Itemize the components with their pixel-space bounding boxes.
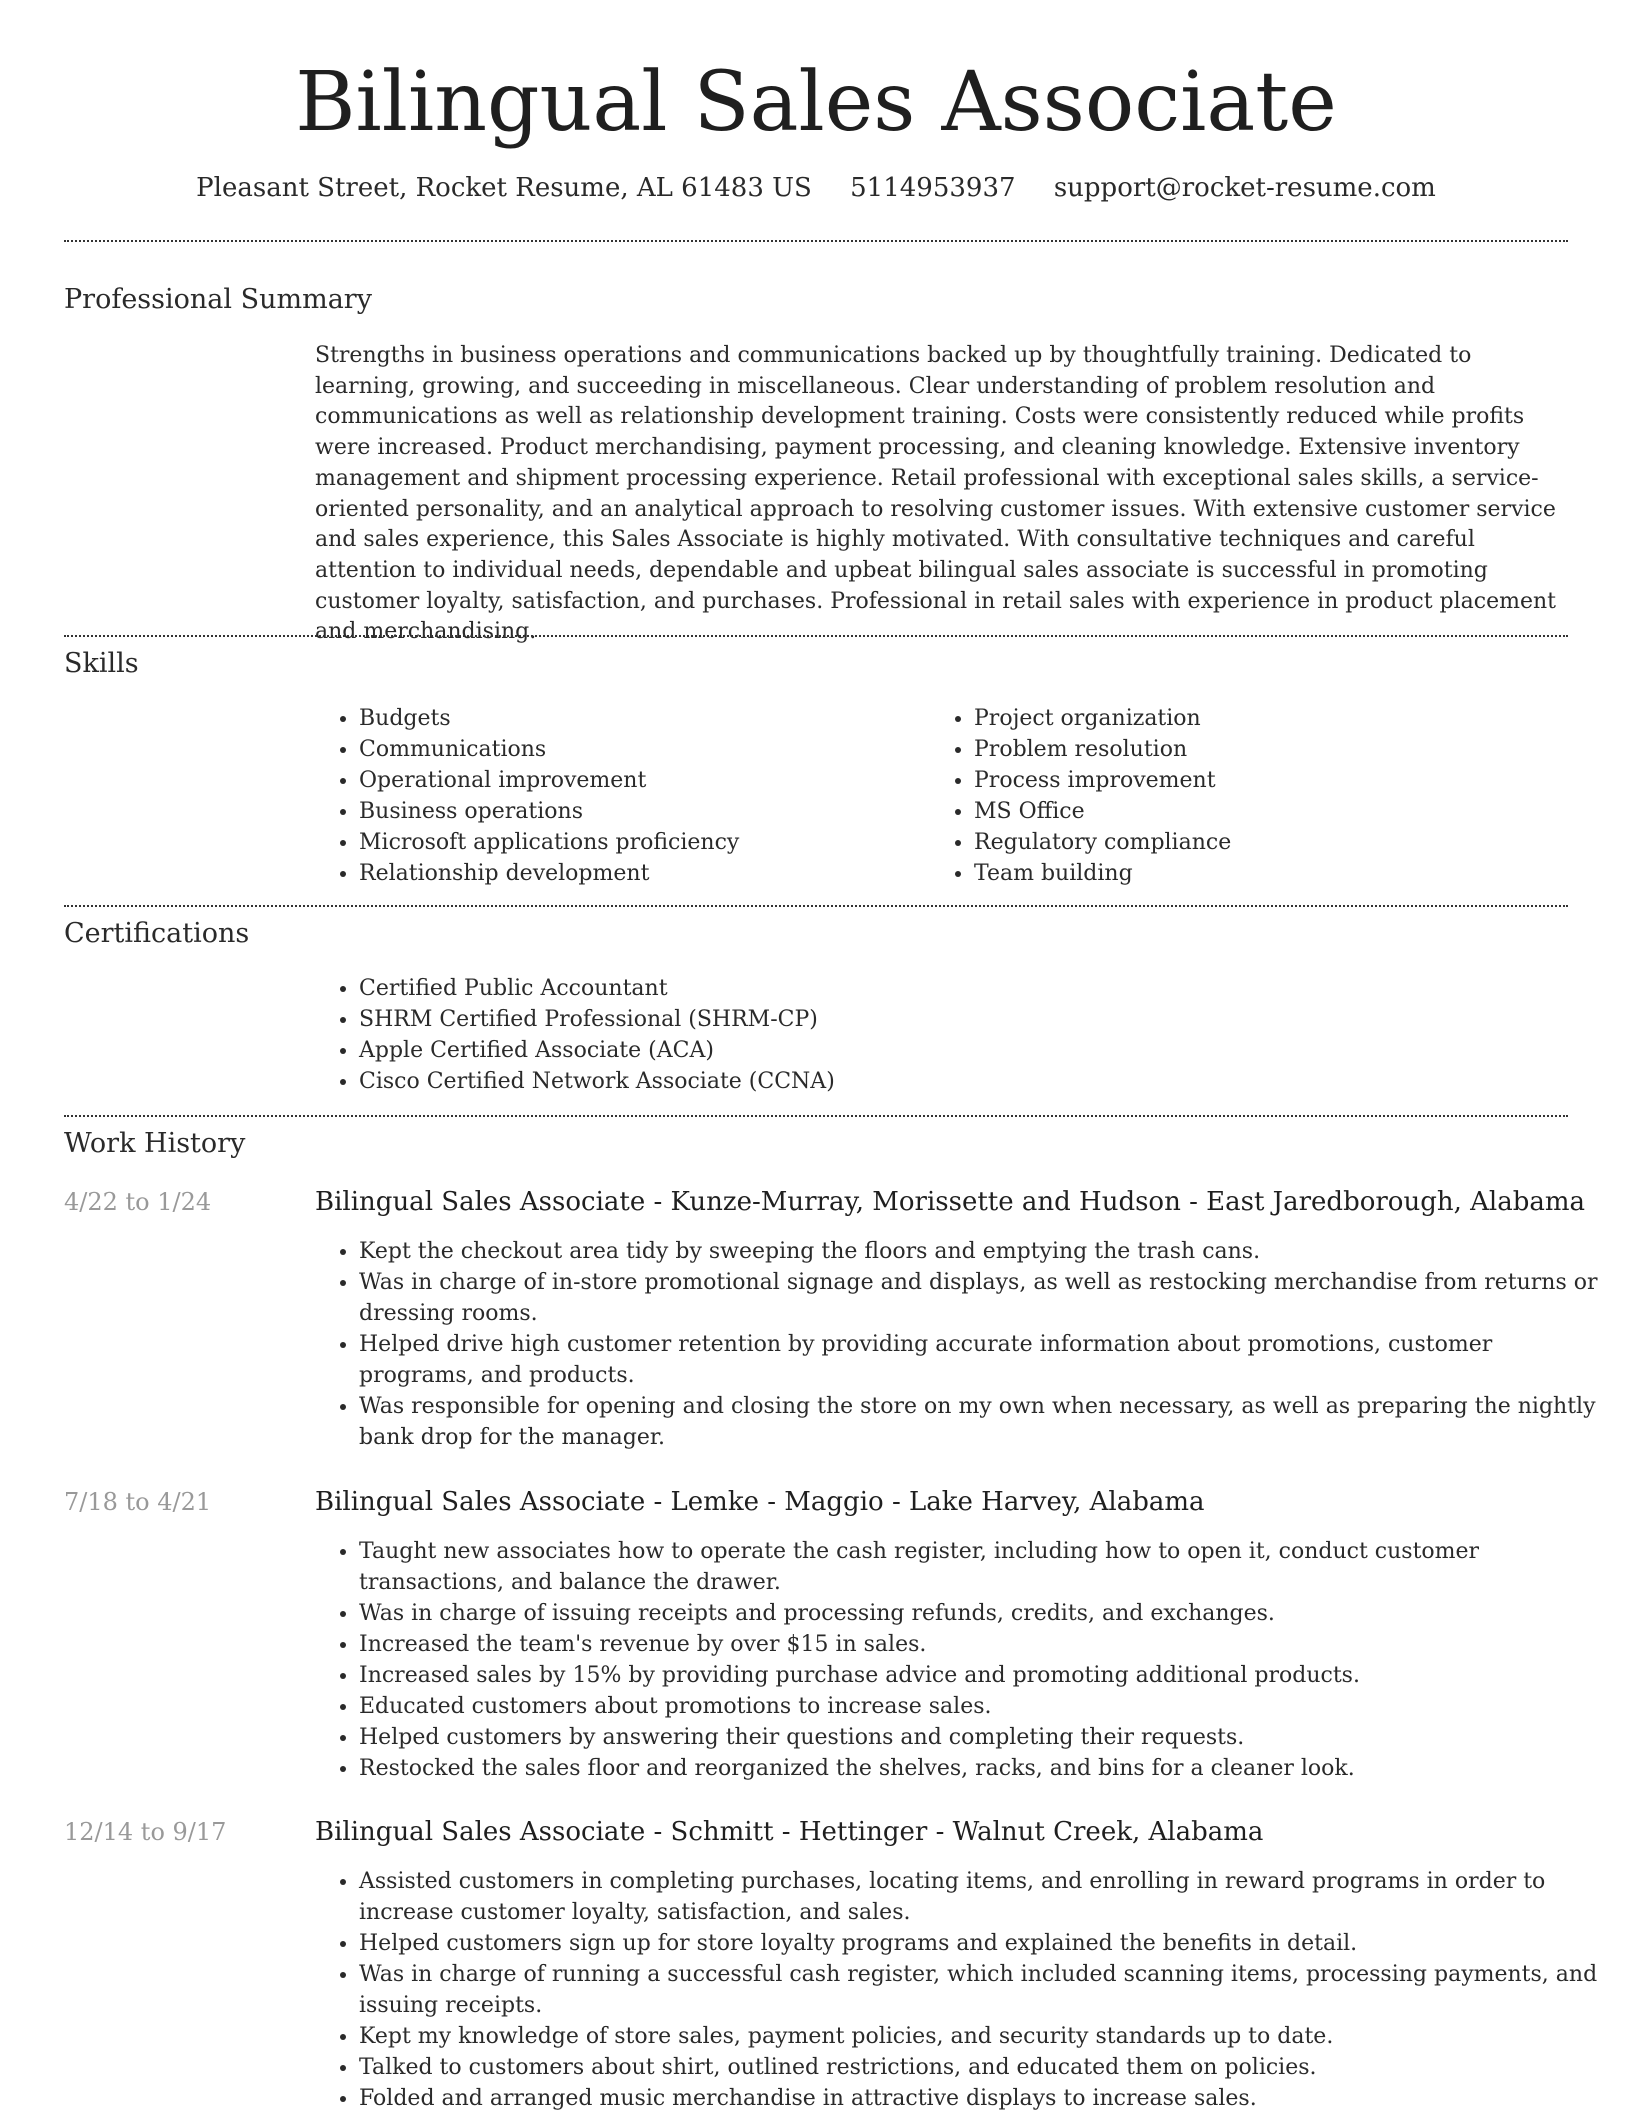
skill-item: • Process improvement [974,765,1574,796]
summary-text: Strengths in business operations and communications backed up by thoughtfully training. Dedicated to learning, growing, and succeeding in miscellaneous. Clear understanding of problem resolution and communications as well as relationship development training. Costs were consistently reduced while profits were increased. Product merchandising, payment processing, and cleaning knowledge. Extensive inventory management and shipment processing experience. Retail professional with exceptional sales skills, a service-oriented personality, and an analytical approach to resolving customer issues. With extensive customer service and sales experience, this Sales Associate is highly motivated. With consultative techniques and careful attention to individual needs, dependable and upbeat bilingual sales associate is successful in promoting customer loyalty, satisfaction, and purchases. Professional in retail sales with experience in product placement and merchandising. [315,343,1557,645]
job-bullet: • Folded and arranged music merchandise in attractive displays to increase sales. [359,2083,1612,2114]
skill-item: • Business operations [359,796,919,827]
skills-list-left [315,703,919,889]
job-heading: Bilingual Sales Associate - Lemke - Maggio - Lake Harvey, Alabama [315,1487,1205,1517]
job-heading: Bilingual Sales Associate - Kunze-Murray, Morissette and Hudson - East Jaredborough, Alabama [315,1187,1586,1217]
contact-address: Pleasant Street, Rocket Resume, AL 61483 US [196,173,812,203]
skill-item: • Project organization [974,703,1574,734]
contact-email: support@rocket-resume.com [1053,173,1436,203]
certification-item: • Apple Certified Associate (ACA) [359,1035,1559,1066]
skill-item: • Budgets [359,703,919,734]
skills-list-right [930,703,1574,889]
skill-item: • Microsoft applications proficiency [359,827,919,858]
certifications-list [315,973,1559,1097]
skill-item: • MS Office [974,796,1574,827]
job-bullet: • Educated customers about promotions to increase sales. [359,1691,1612,1722]
contact-info [0,170,1632,206]
skill-item: • Problem resolution [974,734,1574,765]
job-bullet: • Kept my knowledge of store sales, payment policies, and security standards up to date. [359,2021,1612,2052]
job-bullet: • Was in charge of issuing receipts and processing refunds, credits, and exchanges. [359,1598,1612,1629]
job-bullets [315,1866,1612,2114]
job-bullet: • Talked to customers about shirt, outlined restrictions, and educated them on policies. [359,2052,1612,2083]
skill-item: • Operational improvement [359,765,919,796]
certification-item: • Certified Public Accountant [359,973,1559,1004]
job-dates: 4/22 to 1/24 [64,1188,212,1216]
job-bullet: • Was in charge of in-store promotional signage and displays, as well as restocking merchandise from returns or dressing rooms. [359,1267,1612,1329]
job-bullet: • Helped drive high customer retention by providing accurate information about promotions, customer programs, and products. [359,1329,1612,1391]
section-divider [64,1115,1568,1117]
job-bullet: • Increased the team's revenue by over $15 in sales. [359,1629,1612,1660]
section-title-summary: Professional Summary [64,284,372,315]
job-bullet: • Restocked the sales floor and reorganized the shelves, racks, and bins for a cleaner look. [359,1753,1612,1784]
skill-item: • Regulatory compliance [974,827,1574,858]
skill-item: • Team building [974,858,1574,889]
job-bullet: • Was in charge of running a successful cash register, which included scanning items, processing payments, and issuing receipts. [359,1959,1612,2021]
job-bullet: • Taught new associates how to operate the cash register, including how to open it, conduct customer transactions, and balance the drawer. [359,1536,1612,1598]
certification-item: • SHRM Certified Professional (SHRM-CP) [359,1004,1559,1035]
section-title-certifications: Certifications [64,918,250,949]
job-bullet: • Was responsible for opening and closing the store on my own when necessary, as well as preparing the nightly bank drop for the manager. [359,1391,1612,1453]
section-divider [64,905,1568,907]
certification-item: • Cisco Certified Network Associate (CCNA) [359,1066,1559,1097]
skill-item: • Relationship development [359,858,919,889]
section-divider [64,240,1568,242]
job-heading: Bilingual Sales Associate - Schmitt - Hettinger - Walnut Creek, Alabama [315,1817,1264,1847]
job-bullet: • Kept the checkout area tidy by sweeping the floors and emptying the trash cans. [359,1236,1612,1267]
job-bullets [315,1536,1612,1784]
job-dates: 12/14 to 9/17 [64,1818,227,1846]
job-bullet: • Helped customers by answering their questions and completing their requests. [359,1722,1612,1753]
contact-phone: 5114953937 [850,173,1016,203]
section-title-skills: Skills [64,648,139,679]
section-title-work-history: Work History [64,1128,246,1159]
job-dates: 7/18 to 4/21 [64,1488,212,1516]
section-divider [64,635,1568,637]
skill-item: • Communications [359,734,919,765]
job-bullet: • Assisted customers in completing purchases, locating items, and enrolling in reward programs in order to increase customer loyalty, satisfaction, and sales. [359,1866,1612,1928]
job-bullets [315,1236,1612,1453]
resume-name: Bilingual Sales Associate [295,55,1337,150]
job-bullet: • Increased sales by 15% by providing purchase advice and promoting additional products. [359,1660,1612,1691]
job-bullet: • Helped customers sign up for store loyalty programs and explained the benefits in detail. [359,1928,1612,1959]
